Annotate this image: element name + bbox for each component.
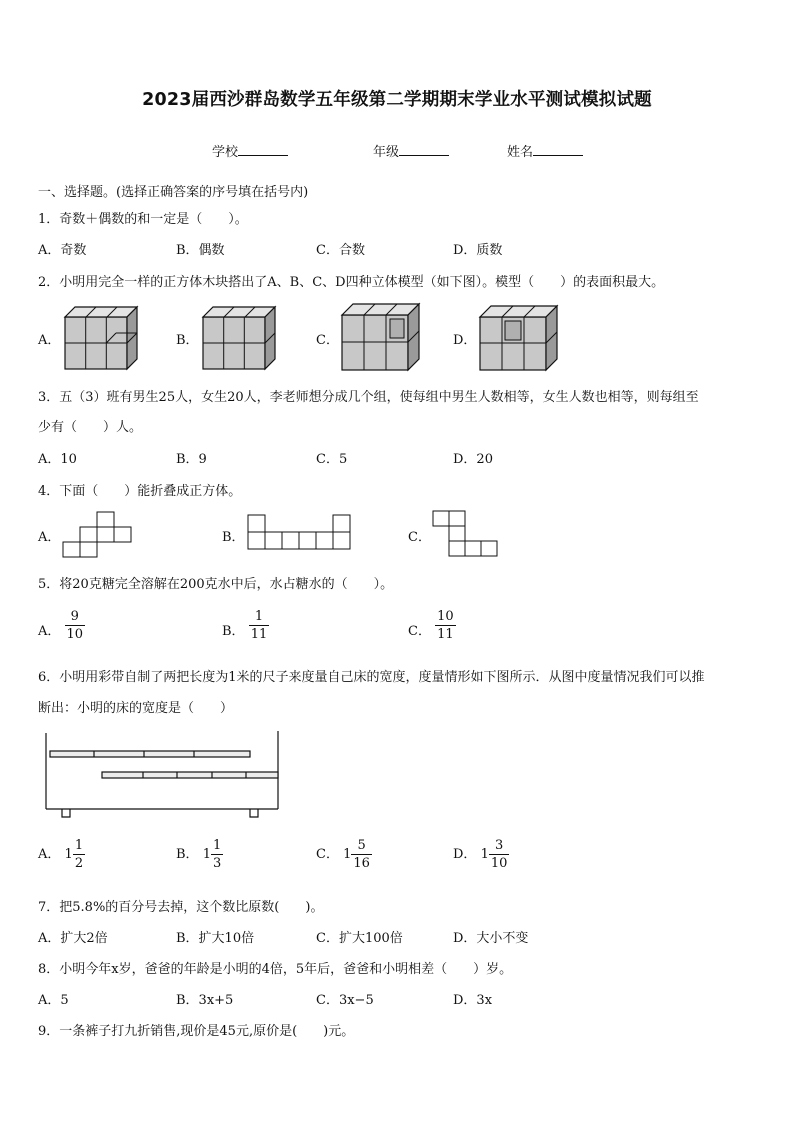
q4-stem: 4．下面（ ）能折叠成正方体。	[38, 484, 242, 499]
q6-option-d-label: D．	[453, 847, 477, 862]
q1-option-b[interactable]: B．偶数	[176, 243, 225, 258]
grade-field[interactable]	[373, 141, 449, 160]
q7-option-b[interactable]: B．扩大10倍	[176, 931, 255, 946]
q8-option-a[interactable]: A．5	[38, 993, 69, 1008]
q6-option-a-label: A．	[38, 847, 61, 862]
q2-option-a[interactable]: A．	[38, 333, 61, 348]
q1-option-a[interactable]: A．奇数	[38, 243, 87, 258]
q3-option-a[interactable]: A．10	[38, 452, 77, 467]
name-blank[interactable]	[533, 143, 583, 156]
q5-option-c-label: C．	[408, 624, 431, 639]
q6-option-c[interactable]	[316, 838, 372, 871]
q1-option-d[interactable]: D．质数	[453, 243, 503, 258]
q5-option-c-fraction: $\frac{10}{11}$	[437, 609, 454, 642]
q5-option-c[interactable]	[408, 609, 456, 642]
bed-ruler-figure	[44, 729, 284, 821]
q6-option-a-value: 1 $\frac{1}{2}$	[64, 838, 84, 871]
q3-stem-line2: 少有（ ）人。	[38, 420, 143, 435]
grade-label: 年级	[373, 145, 400, 160]
q6-option-d[interactable]	[453, 838, 509, 871]
q1-stem: 1．奇数＋偶数的和一定是（ ）。	[38, 212, 248, 227]
q6-stem-line1: 6．小明用彩带自制了两把长度为1米的尺子来度量自己床的宽度，度量情形如下图所示．从图中度量情况我们可以推	[38, 670, 705, 685]
q4-option-b[interactable]: B．	[222, 530, 245, 545]
q1-option-c[interactable]: C．合数	[316, 243, 365, 258]
q6-option-b-label: B．	[176, 847, 199, 862]
q7-stem: 7．把5.8%的百分号去掉，这个数比原数( )。	[38, 900, 324, 915]
q6-option-b[interactable]	[176, 838, 223, 871]
q3-stem-line1: 3．五（3）班有男生25人，女生20人，李老师想分成几个组，使每组中男生人数相等，女生人数也相等，则每组至	[38, 390, 699, 405]
cube-model-d	[477, 302, 569, 374]
q8-option-b[interactable]: B．3x+5	[176, 993, 234, 1008]
q2-option-b[interactable]: B．	[176, 333, 199, 348]
q8-option-c[interactable]: C．3x−5	[316, 993, 374, 1008]
q5-option-a-fraction: $\frac{9}{10}$	[66, 609, 84, 642]
cube-net-b	[247, 514, 353, 552]
cube-net-a	[63, 511, 135, 559]
q8-option-d[interactable]: D．3x	[453, 993, 493, 1008]
q6-option-d-value: 1 $\frac{3}{10}$	[480, 838, 508, 871]
cube-model-a	[62, 304, 152, 374]
q5-stem: 5．将20克糖完全溶解在200克水中后，水占糖水的（ ）。	[38, 577, 394, 592]
q3-option-d[interactable]: D．20	[453, 452, 493, 467]
q7-option-d[interactable]: D．大小不变	[453, 931, 529, 946]
grade-blank[interactable]	[399, 143, 449, 156]
q2-stem: 2．小明用完全一样的正方体木块搭出了A、B、C、D四种立体模型（如下图）。模型（ ）的表面积最大。	[38, 275, 665, 290]
q5-option-a[interactable]	[38, 609, 85, 642]
q4-option-a[interactable]: A．	[38, 530, 61, 545]
q5-option-b[interactable]	[222, 609, 269, 642]
q2-option-d[interactable]: D．	[453, 333, 477, 348]
section-heading: 一、选择题。(选择正确答案的序号填在括号内)	[38, 185, 309, 200]
q7-option-a[interactable]: A．扩大2倍	[38, 931, 108, 946]
q4-option-c[interactable]: C．	[408, 530, 431, 545]
q3-option-c[interactable]: C．5	[316, 452, 348, 467]
school-label: 学校	[212, 145, 239, 160]
q6-stem-line2: 断出：小明的床的宽度是（ ）	[38, 701, 234, 716]
name-label: 姓名	[507, 145, 534, 160]
q2-option-c[interactable]: C．	[316, 333, 339, 348]
q8-stem: 8．小明今年x岁，爸爸的年龄是小明的4倍，5年后，爸爸和小明相差（ ）岁。	[38, 962, 513, 977]
q6-option-b-value: 1 $\frac{1}{3}$	[202, 838, 222, 871]
q3-option-b[interactable]: B．9	[176, 452, 207, 467]
q6-option-c-value: 1 $\frac{5}{16}$	[343, 838, 370, 871]
q9-stem: 9．一条裤子打九折销售,现价是45元,原价是( )元。	[38, 1024, 355, 1039]
q5-option-a-label: A．	[38, 624, 61, 639]
cube-model-c	[339, 300, 431, 374]
page-title: 2023届西沙群岛数学五年级第二学期期末学业水平测试模拟试题	[142, 90, 652, 110]
q7-option-c[interactable]: C．扩大100倍	[316, 931, 403, 946]
name-field[interactable]	[507, 141, 583, 160]
school-field[interactable]	[212, 141, 288, 160]
q5-option-b-fraction: $\frac{1}{11}$	[250, 609, 268, 642]
q6-option-c-label: C．	[316, 847, 339, 862]
q5-option-b-label: B．	[222, 624, 245, 639]
school-blank[interactable]	[238, 143, 288, 156]
cube-net-c	[432, 510, 498, 558]
q6-option-a[interactable]	[38, 838, 85, 871]
cube-model-b	[200, 304, 290, 374]
